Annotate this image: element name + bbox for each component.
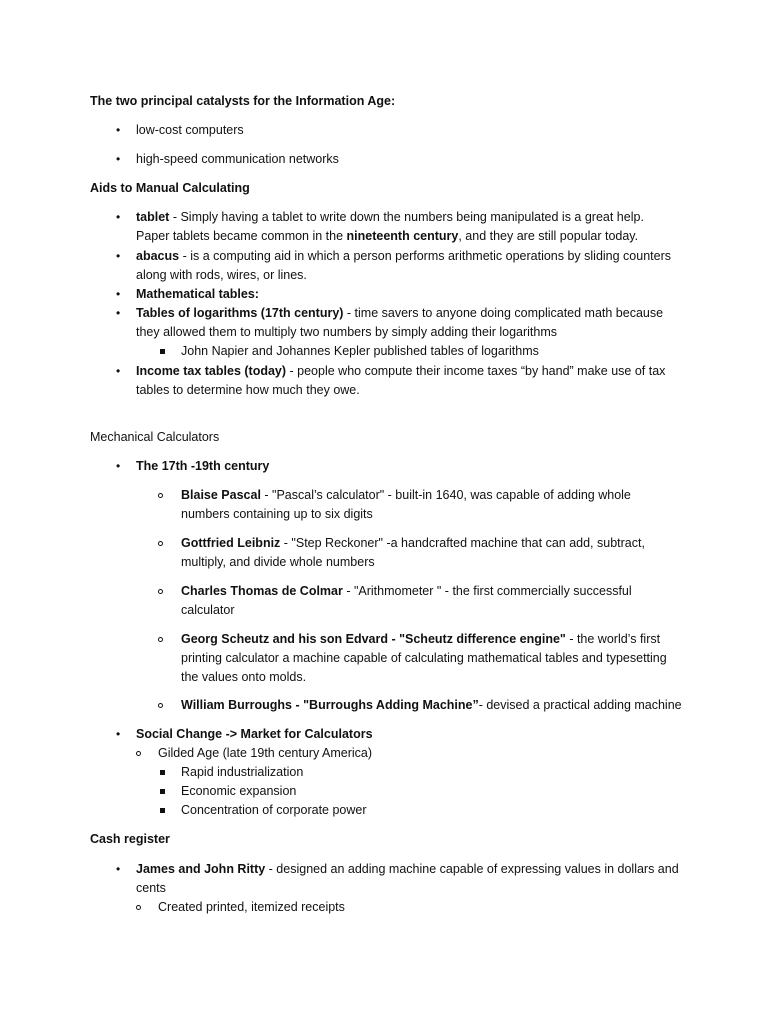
circle-bullet <box>158 541 163 546</box>
colmar-line-2: calculator <box>181 603 235 617</box>
bullet-dot: • <box>116 210 121 224</box>
abacus-line-1 <box>136 247 671 266</box>
pascal-line-1 <box>181 486 631 505</box>
square-bullet <box>160 789 165 794</box>
abacus-text: - is a computing aid in which a person performs arithmetic operations by sliding counters <box>179 249 671 263</box>
tax-term: Income tax tables (today) <box>136 364 287 378</box>
logs-term: Tables of logarithms (17th century) <box>136 306 344 320</box>
bullet-dot: • <box>116 287 121 301</box>
leibniz-line-1 <box>181 534 645 553</box>
leibniz-name: Gottfried Leibniz <box>181 536 281 550</box>
logs-text: - time savers to anyone doing complicated math because <box>343 306 664 320</box>
math-tables-term: Mathematical tables: <box>136 287 259 301</box>
leibniz-text: - "Step Reckoner" -a handcrafted machine that can add, subtract, <box>280 536 645 550</box>
bullet-dot: • <box>116 152 121 166</box>
circle-bullet <box>158 637 163 642</box>
circle-bullet <box>136 905 141 910</box>
tablet-text: Paper tablets became common in the <box>136 229 347 243</box>
gilded-age: Gilded Age (late 19th century America) <box>158 746 373 760</box>
bullet-dot: • <box>116 249 121 263</box>
colmar-name: Charles Thomas de Colmar <box>181 584 343 598</box>
catalyst-item: high-speed communication networks <box>136 152 339 166</box>
catalysts-heading: The two principal catalysts for the Information Age: <box>90 94 396 108</box>
catalyst-item: low-cost computers <box>136 123 244 137</box>
cash-heading: Cash register <box>90 832 170 846</box>
tablet-line-1 <box>136 208 644 227</box>
square-bullet <box>160 770 165 775</box>
bullet-dot: • <box>116 123 121 137</box>
abacus-term: abacus <box>136 249 180 263</box>
burroughs-text: - devised a practical adding machine <box>478 698 682 712</box>
tax-line-1 <box>136 362 665 381</box>
leibniz-line-2: multiply, and divide whole numbers <box>181 555 375 569</box>
scheutz-line-3: the values onto molds. <box>181 670 307 684</box>
bullet-dot: • <box>116 459 121 473</box>
burroughs-line <box>181 696 682 715</box>
ritty-line-1 <box>136 860 679 879</box>
tax-text: - people who compute their income taxes “by hand” make use of tax <box>286 364 666 378</box>
colmar-text: - "Arithmometer " - the first commercially successful <box>342 584 632 598</box>
tax-line-2: tables to determine how much they owe. <box>136 383 360 397</box>
ritty-text: - designed an adding machine capable of expressing values in dollars and <box>265 862 679 876</box>
tablet-text: , and they are still popular today. <box>458 229 639 243</box>
square-bullet <box>160 808 165 813</box>
manual-heading: Aids to Manual Calculating <box>90 181 250 195</box>
mech-heading: Mechanical Calculators <box>90 430 220 444</box>
scheutz-text: - the world’s first <box>565 632 661 646</box>
bullet-dot: • <box>116 364 121 378</box>
pascal-name: Blaise Pascal <box>181 488 261 502</box>
logs-line-1 <box>136 304 663 323</box>
social-title: Social Change -> Market for Calculators <box>136 727 373 741</box>
bullet-dot: • <box>116 727 121 741</box>
circle-bullet <box>158 589 163 594</box>
bullet-dot: • <box>116 306 121 320</box>
tablet-term: tablet <box>136 210 170 224</box>
circle-bullet <box>158 703 163 708</box>
gilded-item: Economic expansion <box>181 784 297 798</box>
pascal-line-2: numbers containing up to six digits <box>181 507 373 521</box>
tablet-emphasis: nineteenth century <box>346 229 459 243</box>
gilded-item: Rapid industrialization <box>181 765 304 779</box>
scheutz-name: Georg Scheutz and his son Edvard - "Scheutz difference engine" <box>181 632 566 646</box>
scheutz-line-1 <box>181 630 660 649</box>
pascal-text: - "Pascal’s calculator" - built-in 1640, was capable of adding whole <box>260 488 631 502</box>
tablet-text: - Simply having a tablet to write down the numbers being manipulated is a great help. <box>169 210 644 224</box>
ritty-line-2: cents <box>136 881 166 895</box>
century-label: The 17th -19th century <box>136 459 270 473</box>
bullet-dot: • <box>116 862 121 876</box>
scheutz-line-2: printing calculator a machine capable of calculating mathematical tables and typesetting <box>181 651 667 665</box>
logs-sub-item: John Napier and Johannes Kepler published tables of logarithms <box>181 344 539 358</box>
ritty-name: James and John Ritty <box>136 862 266 876</box>
burroughs-name: William Burroughs - "Burroughs Adding Machine” <box>181 698 479 712</box>
circle-bullet <box>136 751 141 756</box>
ritty-sub-item: Created printed, itemized receipts <box>158 900 345 914</box>
square-bullet <box>160 349 165 354</box>
colmar-line-1 <box>181 582 632 601</box>
gilded-item: Concentration of corporate power <box>181 803 367 817</box>
tablet-line-2 <box>136 227 638 246</box>
circle-bullet <box>158 493 163 498</box>
abacus-line-2: along with rods, wires, or lines. <box>136 268 307 282</box>
logs-line-2: they allowed them to multiply two numbers by simply adding their logarithms <box>136 325 558 339</box>
